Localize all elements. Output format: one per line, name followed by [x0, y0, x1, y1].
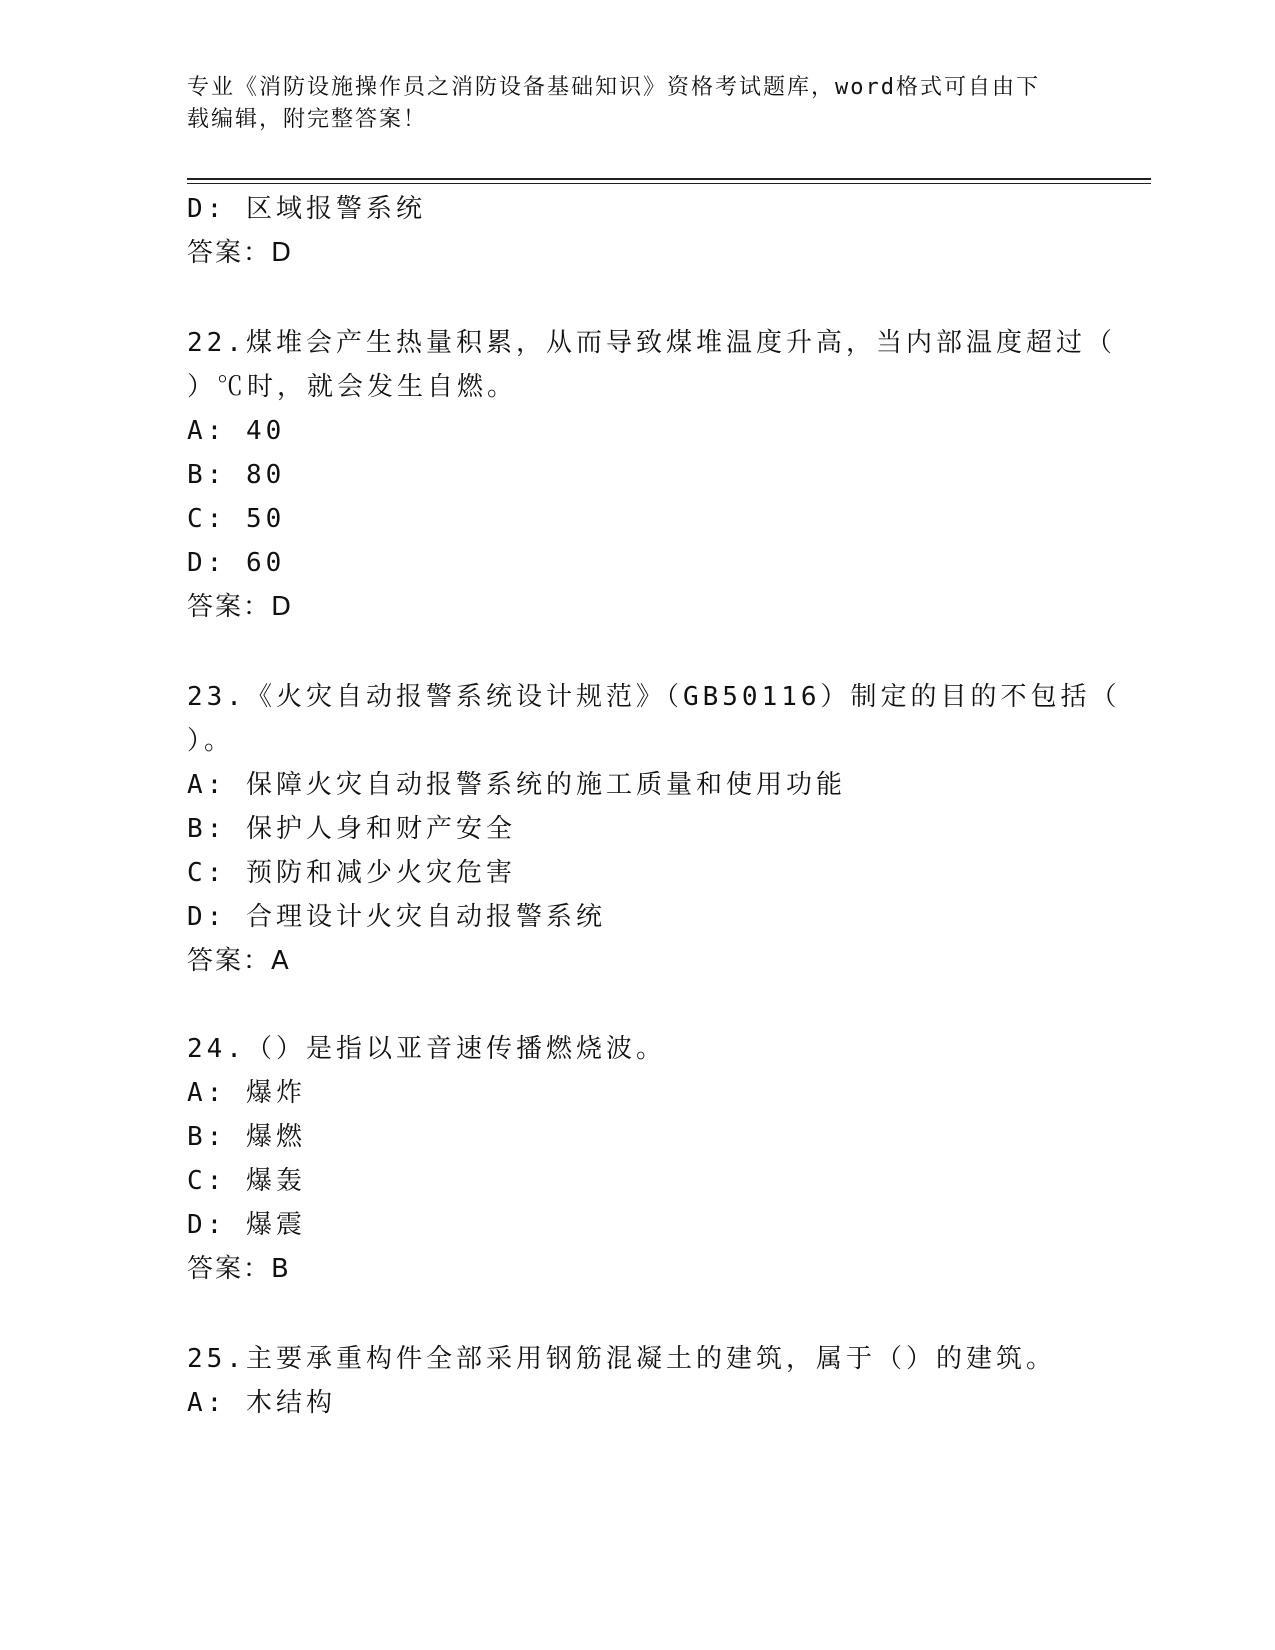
header-line-1: 专业《消防设施操作员之消防设备基础知识》资格考试题库，word格式可自由下	[187, 75, 1040, 100]
q25-option-a: A: 木结构	[187, 1388, 336, 1418]
q24-stem: 24.（）是指以亚音速传播燃烧波。	[187, 1034, 666, 1064]
q24-option-d: D: 爆震	[187, 1210, 306, 1240]
q23-option-c: C: 预防和减少火灾危害	[187, 858, 516, 888]
header-rule-thin	[187, 183, 1151, 184]
header-line-2: 载编辑，附完整答案！	[187, 107, 428, 132]
q23-answer: 答案：A	[187, 946, 291, 976]
q22-answer: 答案：D	[187, 592, 294, 622]
q23-option-b: B: 保护人身和财产安全	[187, 814, 516, 844]
q22-stem-line-1: 22.煤堆会产生热量积累，从而导致煤堆温度升高，当内部温度超过（	[187, 328, 1116, 358]
q23-option-a: A: 保障火灾自动报警系统的施工质量和使用功能	[187, 770, 846, 800]
q22-stem-line-2: ）℃时，就会发生自燃。	[187, 372, 518, 402]
q22-option-b: B: 80	[187, 460, 286, 490]
q24-answer: 答案：B	[187, 1254, 291, 1284]
q22-option-a: A: 40	[187, 416, 286, 446]
q24-option-c: C: 爆轰	[187, 1166, 306, 1196]
fragment-answer: 答案：D	[187, 238, 294, 268]
q24-option-a: A: 爆炸	[187, 1078, 306, 1108]
q22-option-d: D: 60	[187, 548, 286, 578]
q22-option-c: C: 50	[187, 504, 286, 534]
q23-option-d: D: 合理设计火灾自动报警系统	[187, 902, 606, 932]
q23-stem-line-2: ）。	[187, 726, 235, 756]
q25-stem: 25.主要承重构件全部采用钢筋混凝土的建筑，属于（）的建筑。	[187, 1344, 1056, 1374]
header-rule-thick	[187, 178, 1151, 180]
q24-option-b: B: 爆燃	[187, 1122, 306, 1152]
q23-stem-line-1: 23.《火灾自动报警系统设计规范》（GB50116）制定的目的不包括（	[187, 682, 1121, 712]
document-header	[187, 72, 1067, 136]
fragment-option-d: D: 区域报警系统	[187, 194, 426, 224]
